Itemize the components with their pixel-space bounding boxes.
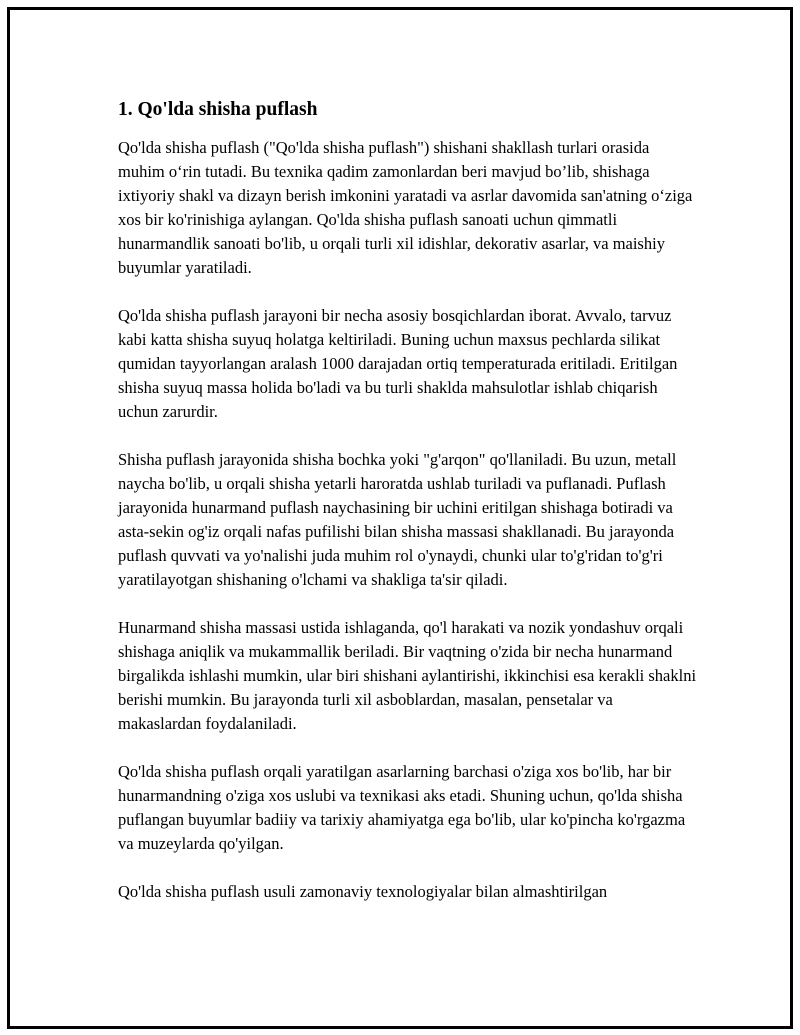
document-page [7,7,793,1029]
document-body [118,96,698,928]
paragraph-3: Shisha puflash jarayonida shisha bochka yoki "g'arqon" qo'llaniladi. Bu uzun, metall naycha bo'lib, u orqali shisha yetarli haroratda ushlab turiladi va puflanadi. Puflash jarayonida hunarmand puflash naychasining bir uchini eritilgan shishaga botiradi va asta-sekin og'iz orqali nafas pufilishi bilan shisha massasi shakllanadi. Bu jarayonda puflash quvvati va yo'nalishi juda muhim rol o'ynaydi, chunki ular to'g'ridan to'g'ri yaratilayotgan shishaning o'lchami va shakliga ta'sir qiladi. [118,450,677,589]
section-heading: 1. Qo'lda shisha puflash [118,99,318,120]
paragraph-6: Qo'lda shisha puflash usuli zamonaviy texnologiyalar bilan almashtirilgan [118,882,608,901]
paragraph-2: Qo'lda shisha puflash jarayoni bir necha asosiy bosqichlardan iborat. Avvalo, tarvuz kabi katta shisha suyuq holatga keltiriladi. Buning uchun maxsus pechlarda silikat qumidan tayyorlangan aralash 1000 darajadan ortiq temperaturada eritiladi. Eritilgan shisha suyuq massa holida bo'ladi va bu turli shaklda mahsulotlar ishlab chiqarish uchun zarurdir. [118,306,678,421]
paragraph-1: Qo'lda shisha puflash ("Qo'lda shisha puflash") shishani shakllash turlari orasida muhim o‘rin tutadi. Bu texnika qadim zamonlardan beri mavjud bo’lib, shishaga ixtiyoriy shakl va dizayn berish imkonini yaratadi va asrlar davomida san'atning o‘ziga xos bir ko'rinishiga aylangan. Qo'lda shisha puflash sanoati uchun qimmatli hunarmandlik sanoati bo'lib, u orqali turli xil idishlar, dekorativ asarlar, va maishiy buyumlar yaratiladi. [118,138,693,277]
paragraph-5: Qo'lda shisha puflash orqali yaratilgan asarlarning barchasi o'ziga xos bo'lib, har bir hunarmandning o'ziga xos uslubi va texnikasi aks etadi. Shuning uchun, qo'lda shisha puflangan buyumlar badiiy va tarixiy ahamiyatga ega bo'lib, ular ko'pincha ko'rgazma va muzeylarda qo'yilgan. [118,762,686,853]
paragraph-4: Hunarmand shisha massasi ustida ishlaganda, qo'l harakati va nozik yondashuv orqali shishaga aniqlik va mukammallik beriladi. Bir vaqtning o'zida bir necha hunarmand birgalikda ishlashi mumkin, ular biri shishani aylantirishi, ikkinchisi esa kerakli shaklni berishi mumkin. Bu jarayonda turli xil asboblardan, masalan, pensetalar va makaslardan foydalaniladi. [118,618,697,733]
